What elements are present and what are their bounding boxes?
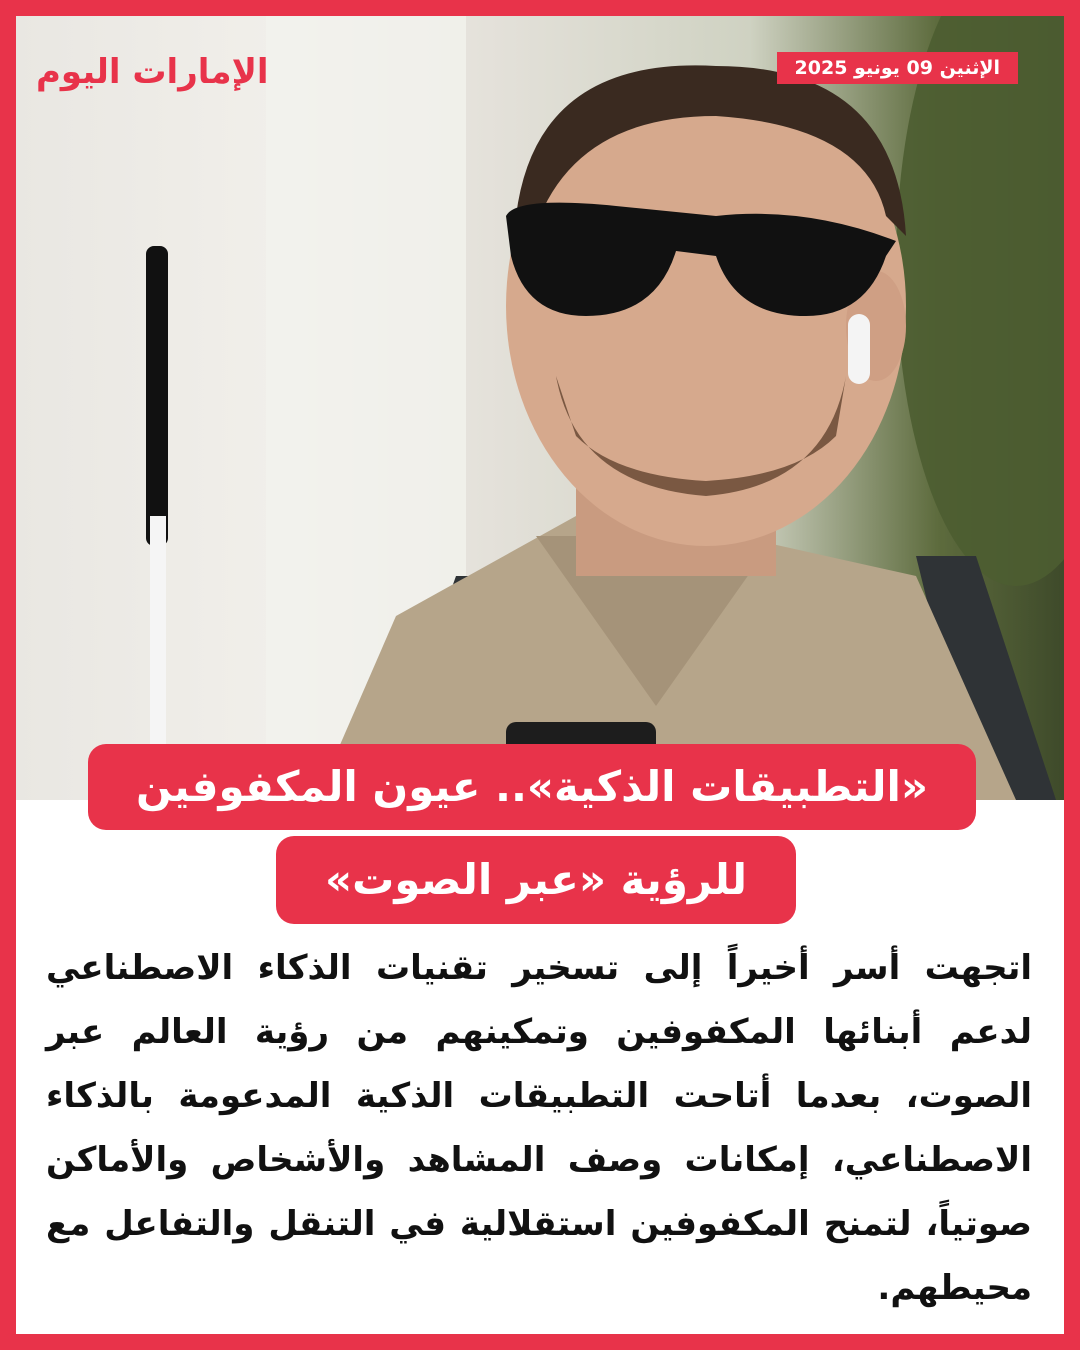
date-badge: الإثنين 09 يونيو 2025 [777,52,1018,84]
headline-line-1: «التطبيقات الذكية».. عيون المكفوفين [88,744,976,830]
earbud-icon [848,314,870,384]
hero-photo [16,16,1064,800]
man-illustration [16,16,1064,800]
brand-logo: الإمارات اليوم [36,52,269,92]
headline-line-2: للرؤية «عبر الصوت» [276,836,796,924]
cane-handle [146,246,168,546]
article-body: اتجهت أسر أخيراً إلى تسخير تقنيات الذكاء الاصطناعي لدعم أبنائها المكفوفين وتمكينهم من رؤية العالم عبر الصوت، بعدما أتاحت التطبيقات الذكية المدعومة بالذكاء الاصطناعي، إمكانات وصف المشاهد والأشخاص والأماكن صوتياً، لتمنح المكفوفين استقلالية في التنقل والتفاعل مع محيطهم. [46,948,1032,1308]
post-card [16,16,1064,1334]
